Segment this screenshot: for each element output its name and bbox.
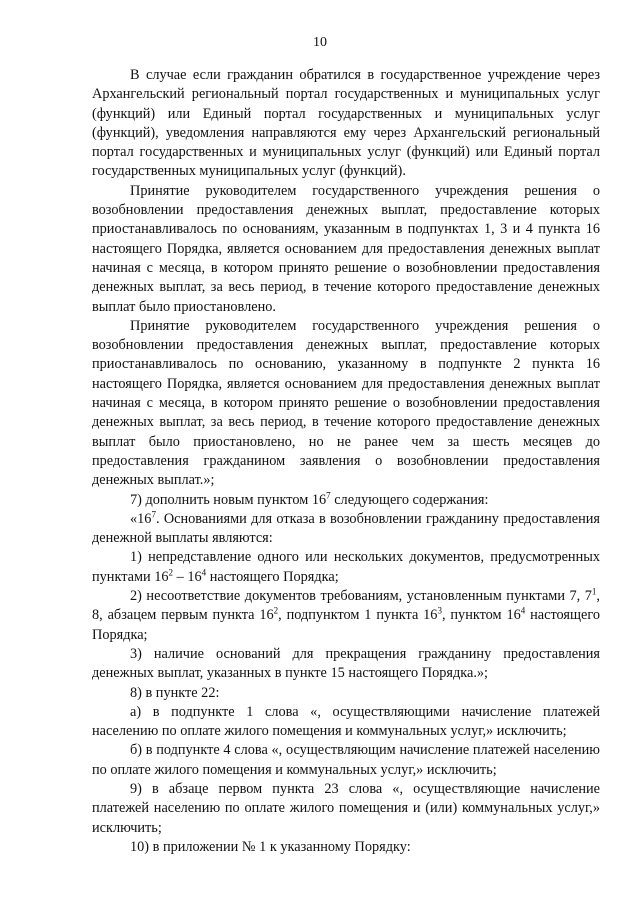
page-number: 10 — [313, 35, 327, 50]
paragraph — [92, 838, 600, 857]
paragraph — [92, 66, 600, 182]
text-run: 2) несоответствие документов требованиям, установленным пунктами 7, 7 — [130, 588, 592, 605]
paragraph — [92, 510, 600, 549]
paragraph — [92, 548, 600, 587]
superscript: 2 — [168, 567, 174, 578]
text-run: б) в подпункте 4 слова «, осуществляющим начисление платежей населению по оплате жилого помещения и коммунальных услуг,» исключить; — [92, 742, 600, 778]
paragraph — [92, 645, 600, 684]
superscript: 1 — [591, 586, 597, 597]
document-body — [92, 66, 600, 857]
text-run: настоящего Порядка; — [92, 607, 600, 643]
superscript: 3 — [437, 605, 442, 616]
paragraph — [92, 741, 600, 780]
text-run: . Основаниями для отказа в возобновлении гражданину предоставления денежной выплаты являются: — [92, 510, 600, 547]
superscript: 7 — [326, 490, 331, 501]
text-run: 3) наличие оснований для прекращения гражданину предоставления денежных выплат, указанных в пункте 15 настоящего Порядка.»; — [92, 645, 600, 682]
paragraph — [92, 491, 600, 510]
text-run: 1) непредставление одного или нескольких документов, предусмотренных пунктами 16 — [92, 549, 600, 585]
text-run: 10) в приложении № 1 к указанному Порядку: — [130, 838, 411, 855]
superscript: 4 — [201, 567, 207, 578]
text-run: В случае если гражданин обратился в государственное учреждение через Архангельский региональный портал государственных и муниципальных услуг (функций) или Единый портал государственных и муниципальных услуг (функций), уведомления направляются ему через Архангельский региональный портал государственных и муниципальных услуг (функций) или Единый портал государственных муниципальных услуг (функций). — [92, 67, 600, 180]
text-run: 9) в абзаце первом пункта 23 слова «, осуществляющие начисление платежей населению по оплате жилого помещения и (или) коммунальных услуг,» исключить; — [92, 780, 600, 836]
text-run: , подпунктом 1 пункта 16 — [278, 607, 438, 624]
paragraph — [92, 317, 600, 491]
text-run: , 8, абзацем первым пункта 16 — [92, 588, 600, 624]
text-run: а) в подпункте 1 слова «, осуществляющими начисление платежей населению по оплате жилого помещения и коммунальных услуг,» исключить; — [92, 703, 600, 740]
paragraph — [92, 182, 600, 317]
text-run: , пунктом 16 — [441, 607, 521, 624]
text-run: настоящего Порядка; — [206, 568, 339, 585]
paragraph — [92, 780, 600, 838]
superscript: 7 — [151, 509, 156, 520]
superscript: 2 — [273, 605, 279, 616]
text-run: «16 — [130, 510, 152, 527]
paragraph — [92, 703, 600, 742]
paragraph — [92, 684, 600, 703]
text-run: Принятие руководителем государственного учреждения решения о возобновлении предоставления денежных выплат, предоставление которых приостанавливалось по основаниям, указанным в подпунктах 1, 3 и 4 пункта 16 настоящего Порядка, является основанием для предоставления денежных выплат начиная с месяца, в котором принято решение о возобновлении предоставления денежных выплат, за весь период, в течение которого предоставление денежных выплат было приостановлено. — [92, 182, 600, 315]
text-run: – 16 — [173, 568, 202, 585]
text-run: 7) дополнить новым пунктом 16 — [130, 491, 327, 508]
superscript: 4 — [520, 605, 526, 616]
text-run: следующего содержания: — [330, 491, 489, 508]
text-run: 8) в пункте 22: — [130, 684, 220, 701]
text-run: Принятие руководителем государственного учреждения решения о возобновлении предоставления денежных выплат, предоставление которых приостанавливалось по основанию, указанному в подпункте 2 пункта 16 настоящего Порядка, является основанием для предоставления денежных выплат начиная с месяца, в котором принято решение о возобновлении предоставления денежных выплат, за весь период, в течение которого предоставление денежных выплат было приостановлено, но не ранее чем за шесть месяцев до предоставления гражданином заявления о возобновлении предоставления денежных выплат.»; — [92, 317, 600, 489]
paragraph — [92, 587, 600, 645]
